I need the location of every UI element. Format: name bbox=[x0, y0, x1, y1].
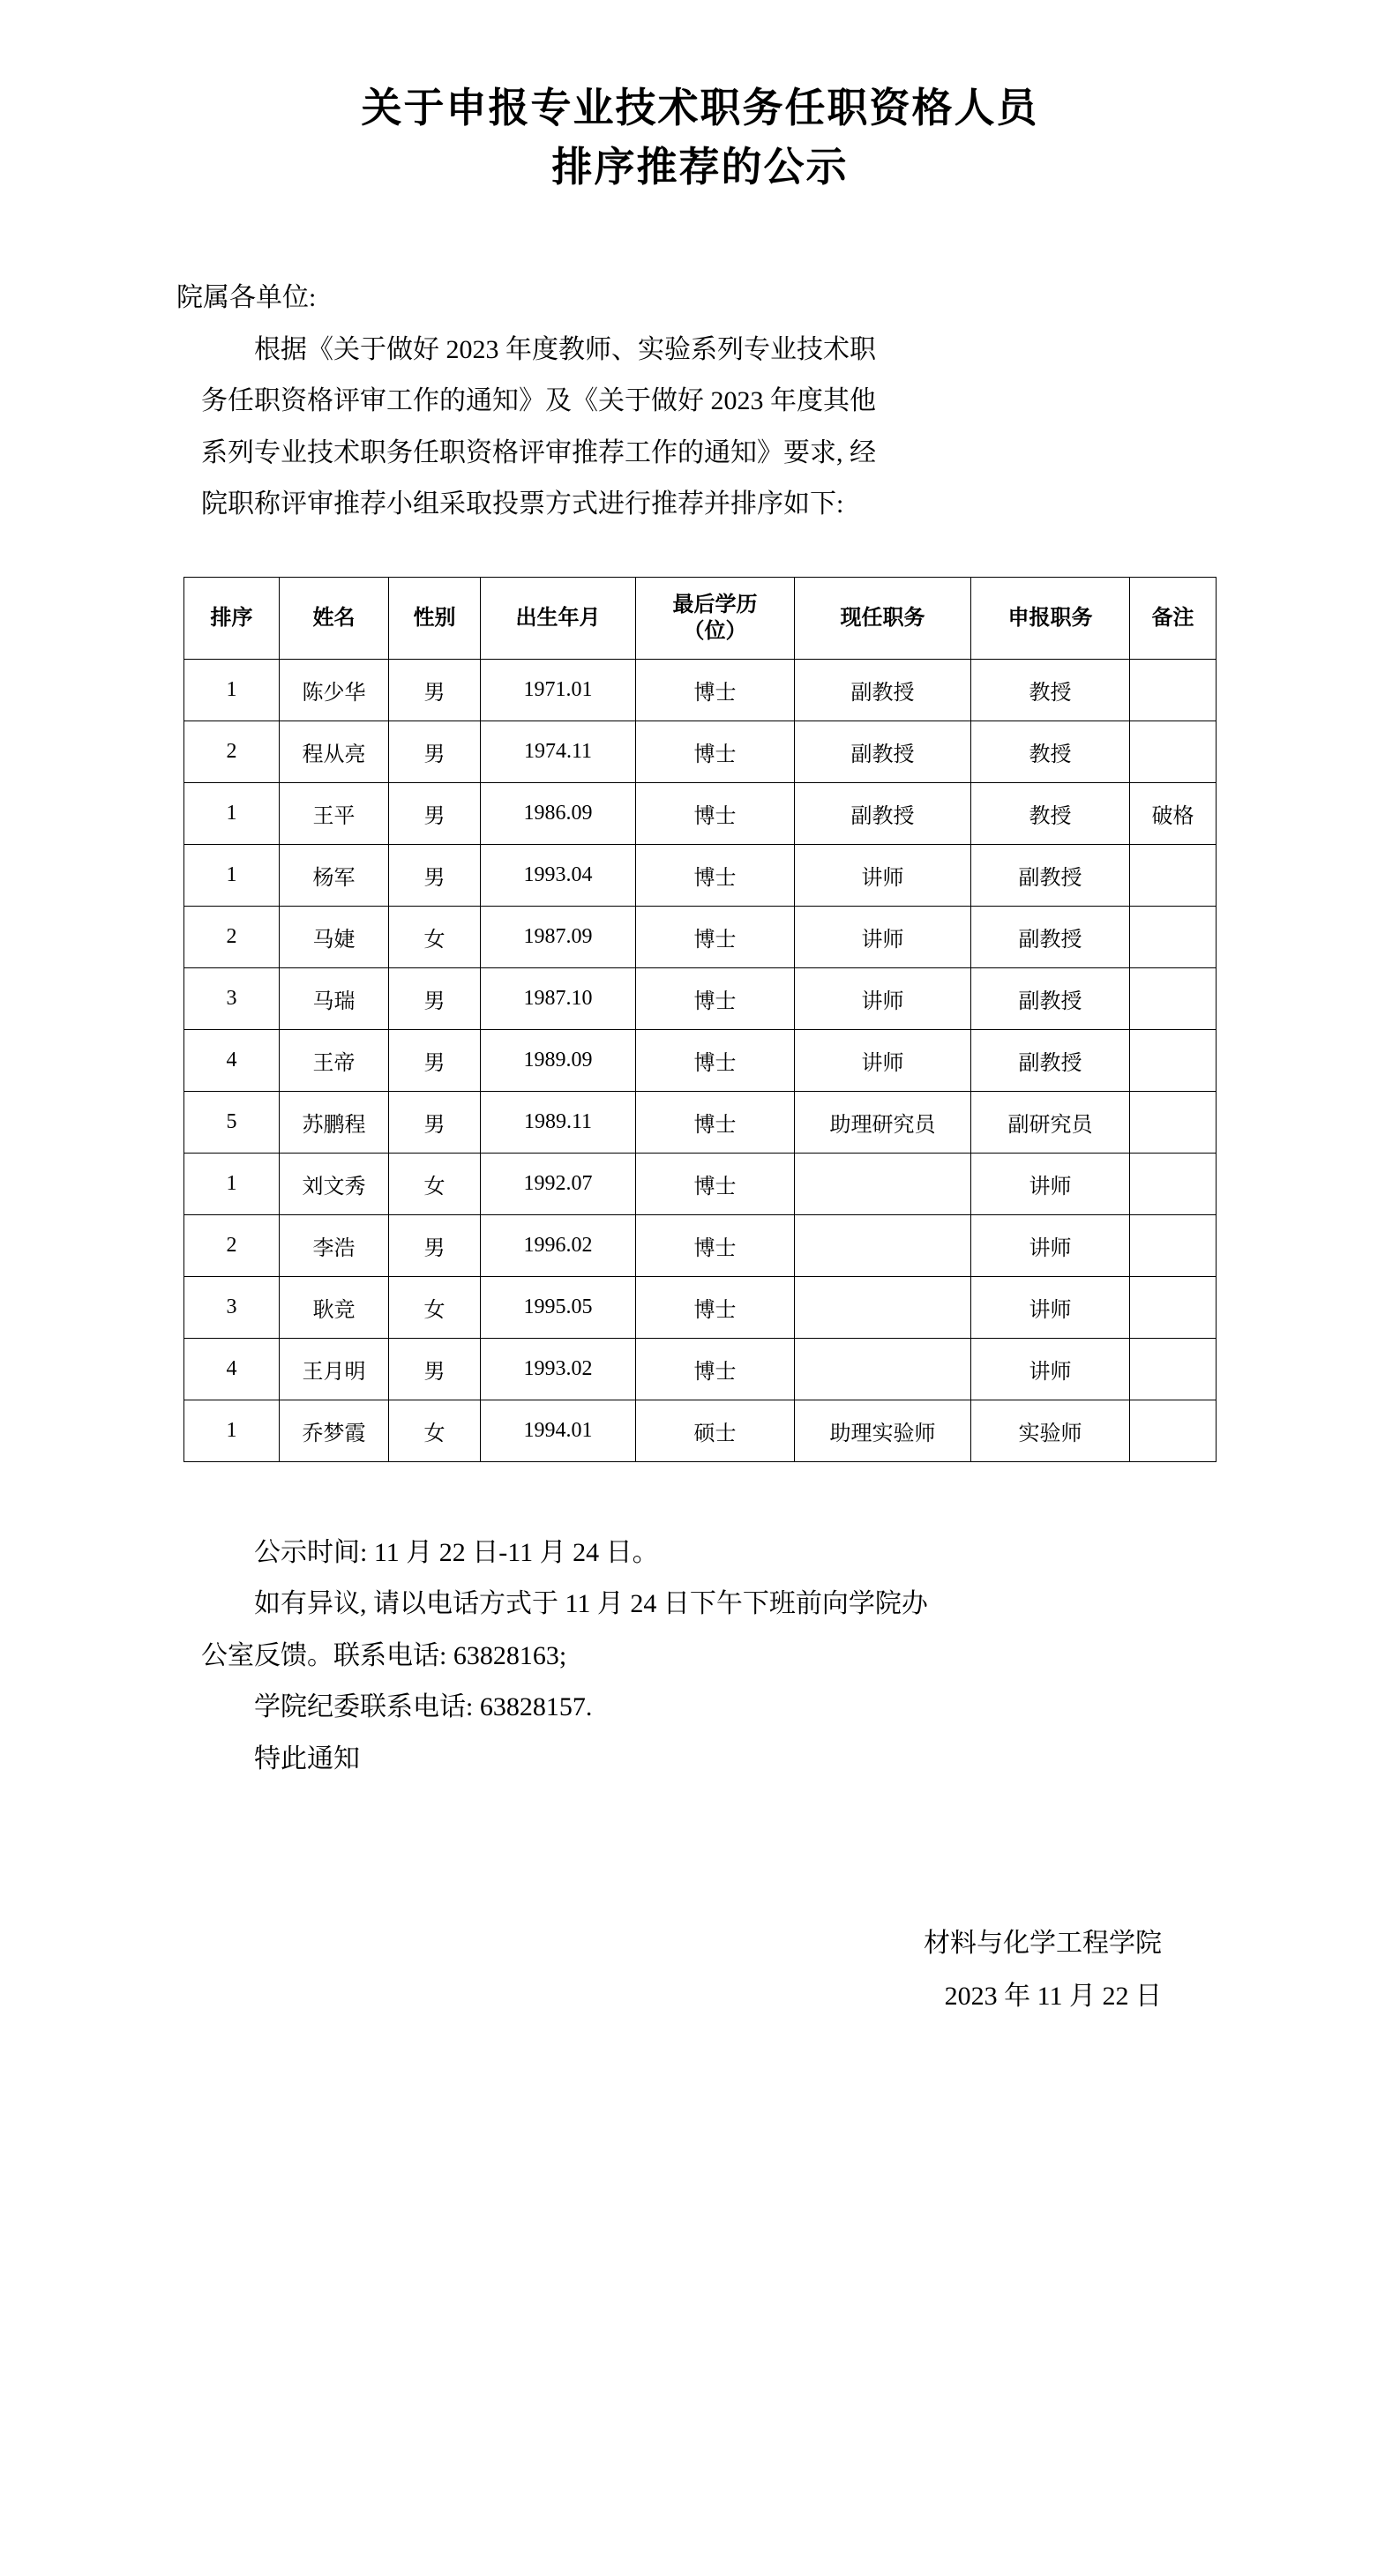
cell-current-post: 副教授 bbox=[795, 659, 971, 721]
cell-current-post: 助理研究员 bbox=[795, 1091, 971, 1153]
cell-note bbox=[1130, 1338, 1217, 1400]
cell-birth: 1987.09 bbox=[481, 906, 636, 967]
cell-sex: 男 bbox=[389, 782, 481, 844]
table-row bbox=[184, 782, 1217, 844]
title-line-1: 关于申报专业技术职务任职资格人员 bbox=[361, 86, 1039, 131]
cell-sex: 男 bbox=[389, 1029, 481, 1091]
cell-applied-post: 教授 bbox=[971, 659, 1130, 721]
cell-rank: 4 bbox=[184, 1029, 280, 1091]
cell-education: 硕士 bbox=[636, 1400, 795, 1461]
table-row bbox=[184, 1091, 1217, 1153]
table-row bbox=[184, 967, 1217, 1029]
cell-note: 破格 bbox=[1130, 782, 1217, 844]
cell-current-post: 讲师 bbox=[795, 844, 971, 906]
column-header-current-post: 现任职务 bbox=[795, 577, 971, 659]
cell-note bbox=[1130, 1029, 1217, 1091]
cell-name: 苏鹏程 bbox=[280, 1091, 389, 1153]
page-title bbox=[97, 79, 1303, 197]
intro-line: 院职称评审推荐小组采取投票方式进行推荐并排序如下: bbox=[201, 489, 844, 519]
intro-line: 务任职资格评审工作的通知》及《关于做好 2023 年度其他 bbox=[201, 386, 876, 416]
intro-section bbox=[97, 273, 1303, 531]
cell-birth: 1993.04 bbox=[481, 844, 636, 906]
cell-name: 乔梦霞 bbox=[280, 1400, 389, 1461]
table-row bbox=[184, 1276, 1217, 1338]
column-header-education bbox=[636, 577, 795, 659]
cell-sex: 女 bbox=[389, 906, 481, 967]
table-row bbox=[184, 1029, 1217, 1091]
cell-birth: 1986.09 bbox=[481, 782, 636, 844]
cell-name: 李浩 bbox=[280, 1214, 389, 1276]
notice-line: 学院纪委联系电话: 63828157. bbox=[254, 1692, 593, 1722]
cell-sex: 男 bbox=[389, 844, 481, 906]
table-body bbox=[184, 659, 1217, 1461]
cell-name: 王平 bbox=[280, 782, 389, 844]
cell-sex: 男 bbox=[389, 659, 481, 721]
notice-section bbox=[97, 1527, 1303, 1786]
cell-note bbox=[1130, 721, 1217, 782]
cell-education: 博士 bbox=[636, 659, 795, 721]
cell-current-post: 副教授 bbox=[795, 782, 971, 844]
cell-birth: 1994.01 bbox=[481, 1400, 636, 1461]
column-header-rank: 排序 bbox=[184, 577, 280, 659]
table-row bbox=[184, 844, 1217, 906]
cell-sex: 男 bbox=[389, 967, 481, 1029]
table-row bbox=[184, 1214, 1217, 1276]
cell-note bbox=[1130, 844, 1217, 906]
column-header-education-line2: （位） bbox=[683, 619, 747, 643]
title-line-2: 排序推荐的公示 bbox=[551, 144, 849, 190]
column-header-birth: 出生年月 bbox=[481, 577, 636, 659]
cell-birth: 1971.01 bbox=[481, 659, 636, 721]
cell-name: 杨军 bbox=[280, 844, 389, 906]
signature-organization: 材料与化学工程学院 bbox=[924, 1929, 1162, 1959]
cell-applied-post: 副教授 bbox=[971, 844, 1130, 906]
cell-education: 博士 bbox=[636, 1091, 795, 1153]
cell-current-post: 助理实验师 bbox=[795, 1400, 971, 1461]
notice-line: 公室反馈。联系电话: 63828163; bbox=[201, 1640, 567, 1670]
cell-education: 博士 bbox=[636, 844, 795, 906]
notice-line: 如有异议, 请以电话方式于 11 月 24 日下午下班前向学院办 bbox=[254, 1589, 928, 1619]
cell-birth: 1987.10 bbox=[481, 967, 636, 1029]
cell-applied-post: 讲师 bbox=[971, 1214, 1130, 1276]
cell-education: 博士 bbox=[636, 1153, 795, 1214]
signature-block bbox=[97, 1917, 1303, 2023]
cell-birth: 1974.11 bbox=[481, 721, 636, 782]
cell-current-post: 讲师 bbox=[795, 906, 971, 967]
cell-rank: 2 bbox=[184, 906, 280, 967]
cell-applied-post: 讲师 bbox=[971, 1338, 1130, 1400]
cell-education: 博士 bbox=[636, 1276, 795, 1338]
cell-rank: 1 bbox=[184, 782, 280, 844]
cell-education: 博士 bbox=[636, 721, 795, 782]
cell-note bbox=[1130, 1400, 1217, 1461]
table-header-row bbox=[184, 577, 1217, 659]
cell-current-post bbox=[795, 1276, 971, 1338]
cell-birth: 1989.09 bbox=[481, 1029, 636, 1091]
intro-line: 根据《关于做好 2023 年度教师、实验系列专业技术职 bbox=[254, 334, 876, 364]
signature-date: 2023 年 11 月 22 日 bbox=[944, 1982, 1162, 2012]
cell-birth: 1996.02 bbox=[481, 1214, 636, 1276]
table-row bbox=[184, 659, 1217, 721]
column-header-sex: 性别 bbox=[389, 577, 481, 659]
table-row bbox=[184, 721, 1217, 782]
cell-note bbox=[1130, 1214, 1217, 1276]
cell-name: 王月明 bbox=[280, 1338, 389, 1400]
cell-education: 博士 bbox=[636, 782, 795, 844]
cell-name: 刘文秀 bbox=[280, 1153, 389, 1214]
salutation: 院属各单位: bbox=[176, 283, 317, 313]
cell-current-post bbox=[795, 1338, 971, 1400]
column-header-note: 备注 bbox=[1130, 577, 1217, 659]
cell-rank: 3 bbox=[184, 1276, 280, 1338]
cell-education: 博士 bbox=[636, 1214, 795, 1276]
cell-name: 马瑞 bbox=[280, 967, 389, 1029]
cell-birth: 1995.05 bbox=[481, 1276, 636, 1338]
cell-birth: 1993.02 bbox=[481, 1338, 636, 1400]
cell-rank: 2 bbox=[184, 1214, 280, 1276]
cell-name: 程从亮 bbox=[280, 721, 389, 782]
cell-education: 博士 bbox=[636, 1029, 795, 1091]
cell-rank: 2 bbox=[184, 721, 280, 782]
cell-note bbox=[1130, 1153, 1217, 1214]
cell-education: 博士 bbox=[636, 967, 795, 1029]
cell-sex: 男 bbox=[389, 1091, 481, 1153]
cell-name: 王帝 bbox=[280, 1029, 389, 1091]
cell-sex: 女 bbox=[389, 1400, 481, 1461]
table-row bbox=[184, 1400, 1217, 1461]
cell-applied-post: 实验师 bbox=[971, 1400, 1130, 1461]
cell-applied-post: 教授 bbox=[971, 782, 1130, 844]
cell-name: 马婕 bbox=[280, 906, 389, 967]
column-header-name: 姓名 bbox=[280, 577, 389, 659]
cell-applied-post: 副教授 bbox=[971, 1029, 1130, 1091]
cell-sex: 男 bbox=[389, 1214, 481, 1276]
column-header-applied-post: 申报职务 bbox=[971, 577, 1130, 659]
intro-paragraph bbox=[97, 325, 1303, 531]
cell-current-post: 副教授 bbox=[795, 721, 971, 782]
table-row bbox=[184, 906, 1217, 967]
cell-rank: 1 bbox=[184, 844, 280, 906]
cell-education: 博士 bbox=[636, 906, 795, 967]
table-row bbox=[184, 1153, 1217, 1214]
cell-birth: 1992.07 bbox=[481, 1153, 636, 1214]
table-row bbox=[184, 1338, 1217, 1400]
column-header-education-line1: 最后学历 bbox=[672, 593, 758, 616]
cell-rank: 1 bbox=[184, 659, 280, 721]
cell-note bbox=[1130, 1091, 1217, 1153]
cell-note bbox=[1130, 1276, 1217, 1338]
cell-sex: 女 bbox=[389, 1276, 481, 1338]
cell-current-post: 讲师 bbox=[795, 1029, 971, 1091]
cell-sex: 男 bbox=[389, 721, 481, 782]
cell-sex: 女 bbox=[389, 1153, 481, 1214]
cell-birth: 1989.11 bbox=[481, 1091, 636, 1153]
cell-applied-post: 讲师 bbox=[971, 1153, 1130, 1214]
cell-applied-post: 教授 bbox=[971, 721, 1130, 782]
intro-line: 系列专业技术职务任职资格评审推荐工作的通知》要求, 经 bbox=[201, 437, 876, 467]
cell-note bbox=[1130, 659, 1217, 721]
cell-applied-post: 副教授 bbox=[971, 967, 1130, 1029]
cell-sex: 男 bbox=[389, 1338, 481, 1400]
candidates-table bbox=[183, 577, 1217, 1462]
cell-rank: 5 bbox=[184, 1091, 280, 1153]
cell-name: 耿竞 bbox=[280, 1276, 389, 1338]
cell-rank: 1 bbox=[184, 1153, 280, 1214]
cell-rank: 3 bbox=[184, 967, 280, 1029]
cell-applied-post: 副研究员 bbox=[971, 1091, 1130, 1153]
cell-applied-post: 副教授 bbox=[971, 906, 1130, 967]
cell-note bbox=[1130, 967, 1217, 1029]
cell-rank: 4 bbox=[184, 1338, 280, 1400]
notice-line: 公示时间: 11 月 22 日-11 月 24 日。 bbox=[254, 1537, 659, 1567]
cell-current-post bbox=[795, 1153, 971, 1214]
cell-applied-post: 讲师 bbox=[971, 1276, 1130, 1338]
cell-rank: 1 bbox=[184, 1400, 280, 1461]
notice-line: 特此通知 bbox=[254, 1743, 360, 1773]
cell-current-post: 讲师 bbox=[795, 967, 971, 1029]
cell-note bbox=[1130, 906, 1217, 967]
cell-current-post bbox=[795, 1214, 971, 1276]
cell-name: 陈少华 bbox=[280, 659, 389, 721]
cell-education: 博士 bbox=[636, 1338, 795, 1400]
